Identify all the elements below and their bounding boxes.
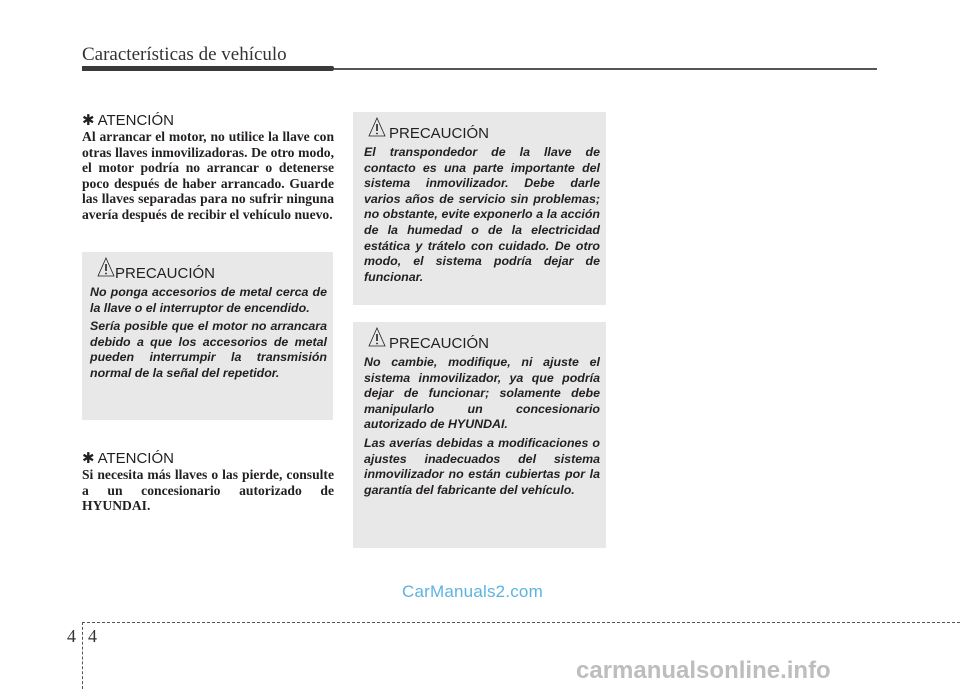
attention-text-1: Al arrancar el motor, no utilice la llave con otras llaves inmovilizadoras. De otro modo, el motor podría no arrancar o detenerse poco después de haber arrancado. Guarde las llaves separadas para no sufrir ninguna avería después de recibir el vehículo nuevo. <box>82 129 334 222</box>
caution-body-3 <box>364 355 600 501</box>
caution-body-1 <box>90 285 327 385</box>
caution-paragraph: Las averías debidas a modificaciones o ajustes inadecuados del sistema inmovilizador no están cubiertas por la garantía del fabricante del vehículo. <box>364 435 600 497</box>
caution-paragraph: El transpondedor de la llave de contacto es una parte importante del sistema inmovilizador. Debe darle varios años de servicio sin problemas; no obstante, evite exponerlo a la acción de la humedad o de la electricidad estática y trátelo con cuidado. De otro modo, el sistema podría dejar de funcionar. <box>364 145 600 284</box>
page-number: 4 <box>88 626 97 646</box>
header-title: Características de vehículo <box>82 44 287 65</box>
footer-dashed-divider <box>82 622 83 689</box>
warning-triangle-icon <box>367 326 387 348</box>
attention-heading-2: ✱ ATENCIÓN <box>82 450 174 467</box>
watermark-carmanuals2: CarManuals2.com <box>402 582 543 601</box>
warning-triangle-icon <box>367 116 387 138</box>
asterisk-icon: ✱ <box>82 450 95 467</box>
caution-heading-1: PRECAUCIÓN <box>115 265 216 282</box>
section-number: 4 <box>67 626 76 646</box>
warning-triangle-icon <box>96 256 116 278</box>
caution-heading-3: PRECAUCIÓN <box>389 335 490 352</box>
attention-text-2: Si necesita más llaves o las pierde, consulte a un concesionario autorizado de HYUNDAI. <box>82 467 334 514</box>
header-bar-dark <box>82 66 334 71</box>
attention-heading-1: ✱ ATENCIÓN <box>82 112 174 129</box>
caution-box-3 <box>353 322 606 548</box>
caution-body-2 <box>364 145 600 288</box>
caution-paragraph: No ponga accesorios de metal cerca de la llave o el interruptor de encendido. <box>90 285 327 315</box>
asterisk-icon: ✱ <box>82 112 95 129</box>
watermark-carmanualsonline: carmanualsonline.info <box>576 657 831 684</box>
footer-dashed-rule <box>82 622 960 623</box>
caution-paragraph: Sería posible que el motor no arrancara debido a que los accesorios de metal pueden interrumpir la transmisión normal de la señal del repetidor. <box>90 319 327 380</box>
caution-box-2 <box>353 112 606 305</box>
header-rule <box>334 68 877 70</box>
caution-paragraph: No cambie, modifique, ni ajuste el sistema inmovilizador, ya que podría dejar de funcionar; solamente debe manipularlo un concesionario autorizado de HYUNDAI. <box>364 355 600 432</box>
caution-box-1 <box>82 252 333 420</box>
caution-heading-2: PRECAUCIÓN <box>389 125 490 142</box>
